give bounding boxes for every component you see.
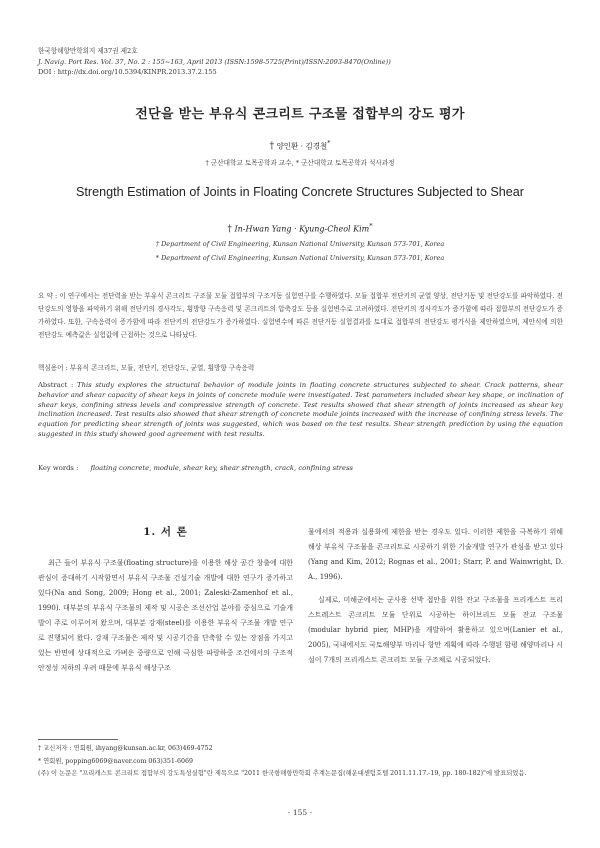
doi-link[interactable]: DOI : http://dx.doi.org/10.5394/KINPR.2013.37.2.155 [38,68,217,76]
journal-citation: J. Navig. Port Res. Vol. 37, No. 2 : 155~163, April 2013 (ISSN:1598-5725(Print)/ISSN:2093-8470(Online)) [38,57,391,66]
authors-korean-names: 양인환 · 김경철 [276,141,328,151]
affiliation-english-2: * Department of Civil Engineering, Kunsan National University, Kunsan 573-701, Korea [155,254,445,262]
authors-korean [0,140,600,152]
body-column-right [308,525,563,668]
keywords-label: Key words : [38,464,79,472]
title-korean: 전단을 받는 부유식 콘크리트 구조물 접합부의 강도 평가 [135,107,465,122]
section-heading-introduction: 1. 서 론 [143,526,188,538]
affiliations-korean: † 군산대학교 토목공학과 교수, * 군산대학교 토목공학과 석사과정 [205,159,395,167]
body-paragraph: 최근 들어 부유식 구조물(floating structure)을 이용한 해상 공간 창출에 대한 관심이 증대하기 시작함면서 부유식 구조물 건설기술 개발에 대한 연구가 증가하고 있다(Na and Song, 2009; Hong et al., 2001; Zaleski-Zamenhof et al., 1990). 대부분의 부유식 구조물의 제작 및 시공은 조선산업 분야를 중심으로 기술개발이 주로 이루어져 왔으며, 대부분 강재(steel)를 이용한 부유식 구조물 개발 연구로 진행되어 왔다. 강재 구조물은 제작 및 시공기간을 단축할 수 있는 장점을 가지고 있는 반면에 상대적으로 가벼운 중량으로 인해 극심한 파랑하중 조건에서의 구조적 안정성 저하의 우려 때문에 부유식 해상구조 [38,559,293,672]
body-paragraph: 실제로, 미해군에서는 군사용 선박 접안을 위한 잔교 구조물을 프리캐스트 프리스트레스트 콘크리트 모듈 단위로 시공하는 하이브리드 모듈 잔교 구조물 (modular hybrid pier, MHP)을 개발하여 활용하고 있으며(Lanier et al., 2005), 국내에서도 국토해양부 마리나 항만 계획에 따라 수행된 함평 해양마리나 시설이 7개의 프리캐스트 콘크리트 모듈 구조체로 시공되었다. [308,596,563,664]
footnote-corresponding: † 교신저자 : 연회원, ihyang@kunsan.ac.kr, 063)469-4752 [38,745,213,752]
journal-name: 한국항해항만학회지 제37권 제2호 [38,47,138,55]
keywords-korean: 핵심용어 : 부유식 콘크리트, 모듈, 전단키, 전단강도, 균열, 횡방향 구속응력 [38,364,255,372]
journal-header [38,46,391,78]
authors-english-names: In-Hwan Yang · Kyung-Cheol Kim [234,224,370,234]
affiliation-english-1: † Department of Civil Engineering, Kunsan National University, Kunsan 573-701, Korea [155,240,445,248]
page-number: - 155 - [287,808,313,817]
abstract-english [38,381,563,440]
abstract-english-text: This study explores the structural behavior of module joints in floating concrete structures subjected to shear. Crack patterns, shear behavior and shear capacity of shear keys in joints of concrete module were investigated. Test parameters included shear key shape, or inclination of shear keys, confining stress levels and compressive strength of concrete. Test results showed that shear strength of joints increased as shear key inclination increased. Test results also showed that shear strength of concrete module joints increased with the increase of confining stress levels. The equation for predicting shear strength of joints was suggested, which was based on the test results. Shear strength prediction by using the equation suggested in this study showed good agreement with test results. [38,381,563,438]
authors-english [0,222,600,235]
abstract-korean: 요 약 : 이 연구에서는 전단력을 받는 부유식 콘크리트 구조물 모듈 접합부의 구조거동 실험연구를 수행하였다. 모듈 접합부 전단키의 균열 양상, 전단거동 및 전단강도를 파악하였다. 전단강도의 영향을 파악하기 위해 전단키의 경사각도, 횡방향 구속응력 및 콘크리트의 압축강도 등을 실험변수로 고려하였다. 전단키의 경사각도가 증가함에 따라 접합부의 전단강도가 증가하였다. 또한, 구속응력이 증가함에 따라 전단키의 전단강도가 증가하였다. 실험변수에 따른 전단거동 실험결과를 토대로 접합부의 전단강도 평가식을 제안하였으며, 제안식에 의한 전단강도 예측값은 실험값에 근접하는 것으로 나타났다. [38,292,563,339]
footnote-coauthor: * 연회원, popping6069@naver.com 063)351-6069 [38,758,194,765]
footnote-note: (주) 이 논문은 "프리캐스트 콘크리트 접합부의 강도특성실험"란 제목으로 "2011 한국항해항만학회 추계논문집(해운대센텀호텔 2011.11.17.-19, pp. 180-182)"에 발표되었음. [38,770,527,777]
body-column-left [38,556,293,676]
corresponding-mark: † [269,141,275,152]
footnote-divider [38,739,118,740]
body-paragraph: 물에서의 적용과 실용화에 제한을 받는 경우도 있다. 이러한 제한을 극복하기 위해 해상 부유식 구조물을 콘크리트로 시공하기 위한 기술개발 연구가 관심을 받고 있다(Yang and Kim, 2012; Rognas et al., 2001; Starr, P. and Wainwright, D. A., 1996). [308,528,563,581]
keywords-english-text: floating concrete, module, shear key, shear strength, crack, confining stress [90,464,354,472]
abstract-label: Abstract : [38,381,74,389]
corresponding-mark: † [227,224,232,235]
keywords-english [38,464,353,472]
coauthor-mark: * [327,140,331,147]
coauthor-mark: * [369,222,373,230]
title-english: Strength Estimation of Joints in Floating Concrete Structures Subjected to Shear [75,185,524,199]
